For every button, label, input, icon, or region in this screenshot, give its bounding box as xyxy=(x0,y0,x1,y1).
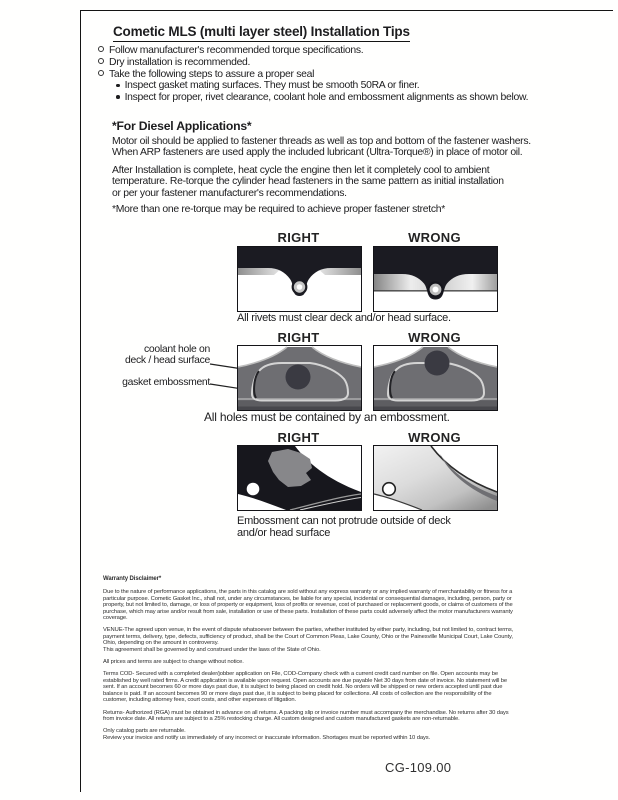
callout-line: coolant hole on xyxy=(144,344,210,355)
tips-bullet-list xyxy=(98,45,528,104)
retorque-note: *More than one re-torque may be required to achieve proper fastener stretch* xyxy=(112,204,445,215)
list-item xyxy=(116,80,528,92)
paragraph-line: After Installation is complete, heat cycle the engine then let it completely cool to ambient xyxy=(112,165,490,176)
row2-caption: All holes must be contained by an embossment. xyxy=(204,410,450,424)
venue-text: VENUE-The agreed upon venue, in the event of dispute whatsoever between the parties, whether instituted by either party, including, but not limited to, contract terms, payment terms, delivery, type, defects, sufficiency of product, shall be the Court of Common Pleas, Lake County, Ohio or the Painesville Municipal Court, Lake County, Ohio, depending on the amount in controversy. xyxy=(103,627,514,647)
row3-wrong-label: WRONG xyxy=(408,430,461,445)
filled-bullet-icon xyxy=(116,84,120,88)
catalog-parts-line: Only catalog parts are returnable. xyxy=(103,728,186,735)
warranty-paragraph: Due to the nature of performance applications, the parts in this catalog are sold without any express warranty or any implied warranty of merchantability or fitness for a particular purpose. Cometic Gasket Inc., shall not, under any circumstances, be liable for any special, incidental or consequential damages, including, person, party or property, but not limited to, damage, or loss of property or equipment, loss of profits or revenue, cost of purchased or replacement goods, or claims of customers of the purchase, which may arise and/or result from sale, installation or use of these parts. Installation of these parts could adversely affect the motor manufacturers warranty coverage. xyxy=(103,589,513,622)
invoice-review-line: Review your invoice and notify us immediately of any incorrect or inaccurate information. Shortages must be reported within 10 days. xyxy=(103,734,431,741)
embossment-wrong-illustration xyxy=(374,346,497,410)
protrusion-right-illustration xyxy=(238,446,361,510)
diesel-paragraph-1 xyxy=(112,136,531,159)
warranty-heading: Warranty Disclaimer* xyxy=(103,576,162,582)
protrusion-wrong-diagram xyxy=(373,445,498,511)
row1-wrong-label: WRONG xyxy=(408,230,461,245)
row2-right-label: RIGHT xyxy=(277,330,320,345)
list-item-text: Inspect gasket mating surfaces. They must be smooth 50RA or finer. xyxy=(124,80,420,92)
row1-caption: All rivets must clear deck and/or head surface. xyxy=(237,312,451,324)
embossment-right-illustration xyxy=(238,346,361,410)
diesel-paragraph-2 xyxy=(112,165,504,199)
page-top-rule xyxy=(80,10,613,11)
row2-wrong-label: WRONG xyxy=(408,330,461,345)
paragraph-line: temperature. Re-torque the cylinder head fasteners in the same pattern as initial installation xyxy=(112,176,504,188)
rivet-right-illustration xyxy=(238,247,361,311)
paragraph-line: or per your fastener manufacturer's recommendations. xyxy=(112,187,347,199)
returns-paragraph: Returns- Authorized (RGA) must be obtained in advance on all returns. A packing slip or invoice number must accompany the merchandise. No returns after 30 days from invoice date. All returns are subject to a 25% restocking charge. All custom designed and custom manufactured gaskets are non-returnable. xyxy=(103,709,509,722)
embossment-right-diagram xyxy=(237,345,362,411)
prices-paragraph: All prices and terms are subject to change without notice. xyxy=(103,659,244,666)
list-item-text: Take the following steps to assure a proper seal xyxy=(109,68,315,80)
legal-block xyxy=(103,576,517,741)
catalog-parts-paragraph xyxy=(103,728,517,741)
rivet-wrong-illustration xyxy=(374,247,497,311)
row3-caption xyxy=(237,515,451,539)
hollow-bullet-icon xyxy=(98,70,104,76)
list-item-text: Inspect for proper, rivet clearance, coolant hole and embossment alignments as shown below. xyxy=(124,92,529,103)
list-item xyxy=(98,45,528,57)
callout-line: deck / head surface xyxy=(125,354,210,366)
embossment-wrong-diagram xyxy=(373,345,498,411)
list-item xyxy=(116,92,528,104)
diesel-section-heading: *For Diesel Applications* xyxy=(112,119,252,133)
protrusion-wrong-illustration xyxy=(374,446,497,510)
paragraph-line: Motor oil should be applied to fastener threads as well as top and bottom of the fastener washers. xyxy=(112,136,531,147)
gasket-embossment-callout: gasket embossment xyxy=(122,377,210,388)
list-item xyxy=(98,57,528,69)
page-left-rule xyxy=(80,10,81,792)
rivet-wrong-diagram xyxy=(373,246,498,312)
protrusion-right-diagram xyxy=(237,445,362,511)
terms-paragraph: Terms COD- Secured with a completed dealer/jobber application on File, COD-Company check with a current credit card number on file. Open accounts may be established by well rated firms. A credit application is available upon request. Open accounts are due payable Net 30 days from date of invoice. No statement will be sent. If an account becomes 60 or more days past due, it is subject to being placed on credit hold. No orders will be shipped or new orders accepted until past due balance is paid. If an account becomes 90 or more days past due, it is subject to being placed for collections. All costs of collection are the responsibility of the customer, including attorney fees, court costs, and other expenses of litigation. xyxy=(103,671,508,704)
list-item-text: Follow manufacturer's recommended torque specifications. xyxy=(109,45,364,56)
list-item-text: Dry installation is recommended. xyxy=(109,56,251,68)
filled-bullet-icon xyxy=(116,95,120,99)
page-code: CG-109.00 xyxy=(385,760,452,775)
hollow-bullet-icon xyxy=(98,46,104,52)
caption-line: and/or head surface xyxy=(237,527,331,539)
row3-right-label: RIGHT xyxy=(277,430,320,445)
governing-law-text: This agreement shall be governed by and construed under the laws of the State of Ohio. xyxy=(103,646,321,653)
coolant-hole-callout xyxy=(88,345,210,367)
page-title: Cometic MLS (multi layer steel) Installation Tips xyxy=(113,24,410,42)
hollow-bullet-icon xyxy=(98,58,104,64)
caption-line: Embossment can not protrude outside of deck xyxy=(237,515,451,527)
paragraph-line: When ARP fasteners are used apply the included lubricant (Ultra-Torque®) in place of motor oil. xyxy=(112,147,523,159)
row1-right-label: RIGHT xyxy=(277,230,320,245)
venue-paragraph xyxy=(103,627,517,653)
rivet-right-diagram xyxy=(237,246,362,312)
list-item xyxy=(98,69,528,81)
